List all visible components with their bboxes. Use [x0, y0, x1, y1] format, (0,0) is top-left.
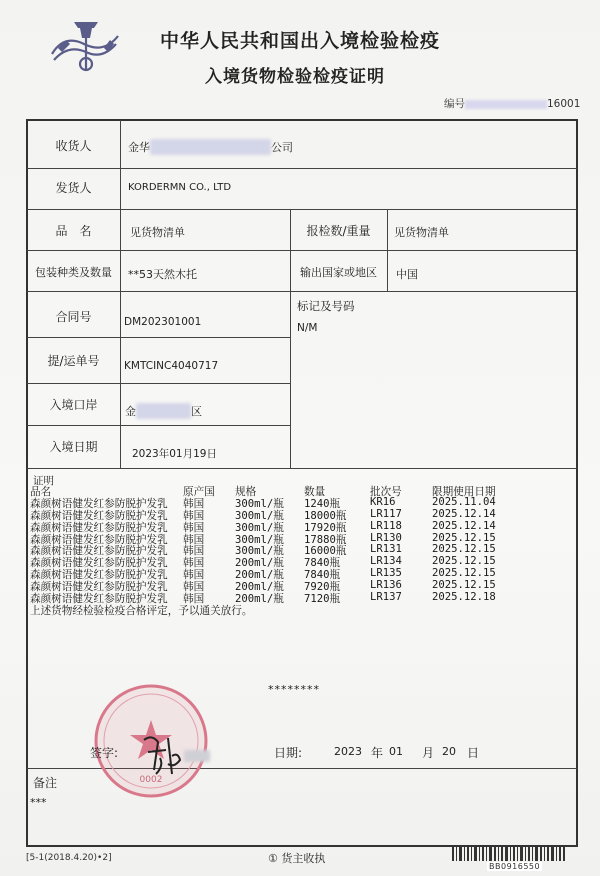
entry-port-label: 入境口岸 [49, 398, 98, 412]
goods-spec: 200ml/瓶 [235, 569, 284, 582]
goods-spec: 300ml/瓶 [235, 497, 284, 510]
goods-expiry: 2025.12.15 [432, 555, 496, 568]
entry-port-redacted [136, 403, 191, 419]
handwritten-signature [138, 730, 216, 778]
authority-title: 中华人民共和国出入境检验检疫 [160, 30, 441, 52]
form-number: [5-1(2018.4.20)•2] [26, 853, 112, 863]
goods-batch: LR134 [370, 555, 402, 568]
copy-label: ① 货主收执 [268, 852, 326, 865]
header-spec: 规格 [235, 486, 257, 498]
consignee-name-start: 金华 [128, 141, 150, 154]
document-title: 入境货物检验检疫证明 [205, 67, 385, 87]
goods-batch: LR118 [370, 519, 402, 532]
row-divider [27, 468, 577, 469]
serial-number: BB0916550 [489, 862, 541, 871]
goods-quantity: 7120瓶 [304, 593, 341, 606]
date-label: 日期: [274, 746, 303, 760]
marks-value: N/M [297, 322, 318, 334]
origin-country-label: 输出国家或地区 [300, 266, 377, 279]
goods-quantity: 17920瓶 [304, 521, 347, 534]
remarks-label: 备注 [33, 776, 58, 790]
goods-list [30, 484, 500, 616]
goods-origin: 韩国 [183, 593, 205, 606]
goods-row [30, 543, 500, 558]
goods-label: 品 名 [55, 224, 92, 238]
goods-name: 森颜树语健发红参防脱护发乳 [30, 509, 168, 522]
goods-expiry: 2025.12.15 [432, 531, 496, 544]
goods-row [30, 508, 500, 520]
goods-batch: LR130 [370, 531, 402, 544]
goods-expiry: 2025.12.15 [432, 579, 496, 592]
entry-date-value: 2023年01月19日 [132, 448, 217, 460]
bill-of-lading-label: 提/运单号 [47, 354, 100, 368]
day-unit: 日 [467, 746, 480, 760]
goods-row [30, 567, 500, 582]
goods-origin: 韩国 [183, 533, 205, 546]
sign-label: 签字: [90, 746, 119, 760]
goods-origin: 韩国 [183, 509, 205, 522]
goods-expiry: 2025.12.18 [432, 591, 496, 604]
goods-quantity: 18000瓶 [304, 509, 347, 522]
row-divider [27, 291, 577, 292]
packing-value: **53天然木托 [128, 268, 197, 281]
contract-value: DM202301001 [124, 316, 202, 328]
goods-row [30, 520, 500, 532]
header-quantity: 数量 [304, 486, 326, 498]
goods-name: 森颜树语健发红参防脱护发乳 [30, 569, 168, 582]
goods-origin: 韩国 [183, 581, 205, 594]
consignor-value: KORDERMN CO., LTD [128, 182, 232, 193]
conclusion-text: 上述货物经检验检疫合格评定，予以通关放行。 [30, 604, 253, 617]
marks-label: 标记及号码 [297, 299, 355, 313]
cert-prefix: 编号 [444, 98, 465, 110]
goods-spec: 300ml/瓶 [235, 545, 284, 558]
sign-day: 20 [442, 745, 456, 758]
ciq-emblem-icon [44, 14, 126, 78]
goods-batch: LR131 [370, 543, 402, 556]
goods-spec: 300ml/瓶 [235, 509, 284, 522]
goods-batch: LR117 [370, 507, 402, 520]
goods-value: 见货物清单 [130, 226, 185, 239]
goods-name: 森颜树语健发红参防脱护发乳 [30, 593, 168, 606]
goods-name: 森颜树语健发红参防脱护发乳 [30, 533, 168, 546]
goods-origin: 韩国 [183, 569, 205, 582]
goods-quantity: 7840瓶 [304, 569, 341, 582]
header-expiry: 限期使用日期 [432, 486, 496, 498]
entry-port-value [125, 403, 202, 419]
goods-quantity: 1240瓶 [304, 497, 341, 510]
sign-year: 2023 [334, 745, 362, 758]
column-divider [387, 209, 388, 291]
packing-label: 包装种类及数量 [35, 266, 112, 279]
row-divider [27, 425, 290, 426]
goods-row [30, 532, 500, 544]
quantity-value: 见货物清单 [394, 226, 449, 239]
goods-spec: 200ml/瓶 [235, 557, 284, 570]
row-divider [27, 383, 290, 384]
goods-expiry: 2025.12.14 [432, 519, 496, 532]
remarks-value: *** [30, 796, 47, 809]
goods-row [30, 591, 500, 606]
certification-label: 证明 [33, 475, 54, 487]
header-origin: 原产国 [183, 486, 215, 498]
row-divider [27, 250, 577, 251]
goods-row [30, 579, 500, 594]
row-divider [27, 209, 577, 210]
goods-spec: 200ml/瓶 [235, 581, 284, 594]
conclusion-row [30, 603, 500, 616]
sign-month: 01 [389, 745, 403, 758]
goods-batch: KR16 [370, 495, 396, 508]
header-name: 品名 [30, 486, 52, 498]
goods-origin: 韩国 [183, 521, 205, 534]
goods-expiry: 2025.11.04 [432, 495, 496, 508]
goods-expiry: 2025.12.14 [432, 507, 496, 520]
goods-row [30, 555, 500, 570]
redacted-number [465, 100, 547, 109]
goods-spec: 300ml/瓶 [235, 533, 284, 546]
goods-name: 森颜树语健发红参防脱护发乳 [30, 545, 168, 558]
goods-name: 森颜树语健发红参防脱护发乳 [30, 557, 168, 570]
consignee-name-redacted [150, 139, 271, 155]
goods-expiry: 2025.12.15 [432, 567, 496, 580]
goods-quantity: 7840瓶 [304, 557, 341, 570]
contract-label: 合同号 [55, 310, 92, 324]
certificate-number [444, 96, 580, 111]
goods-batch: LR135 [370, 567, 402, 580]
goods-quantity: 7920瓶 [304, 581, 341, 594]
year-unit: 年 [371, 746, 384, 760]
goods-name: 森颜树语健发红参防脱护发乳 [30, 497, 168, 510]
goods-spec: 200ml/瓶 [235, 593, 284, 606]
consignee-name-end: 公司 [271, 141, 293, 154]
goods-batch: LR136 [370, 579, 402, 592]
origin-country-value: 中国 [396, 268, 418, 281]
goods-origin: 韩国 [183, 545, 205, 558]
consignee-label: 收货人 [55, 139, 92, 153]
goods-origin: 韩国 [183, 497, 205, 510]
row-divider [27, 168, 577, 169]
goods-row [30, 496, 500, 508]
entry-port-end: 区 [191, 405, 202, 418]
consignor-label: 发货人 [55, 181, 92, 195]
goods-name: 森颜树语健发红参防脱护发乳 [30, 581, 168, 594]
goods-origin: 韩国 [183, 557, 205, 570]
column-divider [290, 209, 291, 468]
goods-quantity: 17880瓶 [304, 533, 347, 546]
seal-code: 0002 [139, 775, 163, 785]
row-divider [27, 337, 290, 338]
consignee-value [128, 139, 293, 155]
stars-mark: ******** [268, 683, 320, 696]
goods-quantity: 16000瓶 [304, 545, 347, 558]
header-batch: 批次号 [370, 486, 402, 498]
goods-batch: LR137 [370, 591, 402, 604]
entry-port-start: 金 [125, 405, 136, 418]
month-unit: 月 [422, 746, 435, 760]
goods-expiry: 2025.12.15 [432, 543, 496, 556]
goods-header-row [30, 484, 500, 496]
goods-name: 森颜树语健发红参防脱护发乳 [30, 521, 168, 534]
goods-spec: 300ml/瓶 [235, 521, 284, 534]
entry-date-label: 入境日期 [49, 440, 98, 454]
bill-of-lading-value: KMTCINC4040717 [124, 360, 219, 372]
column-divider [120, 120, 121, 468]
cert-suffix: 16001 [547, 98, 581, 110]
quantity-label: 报检数/重量 [306, 224, 371, 238]
